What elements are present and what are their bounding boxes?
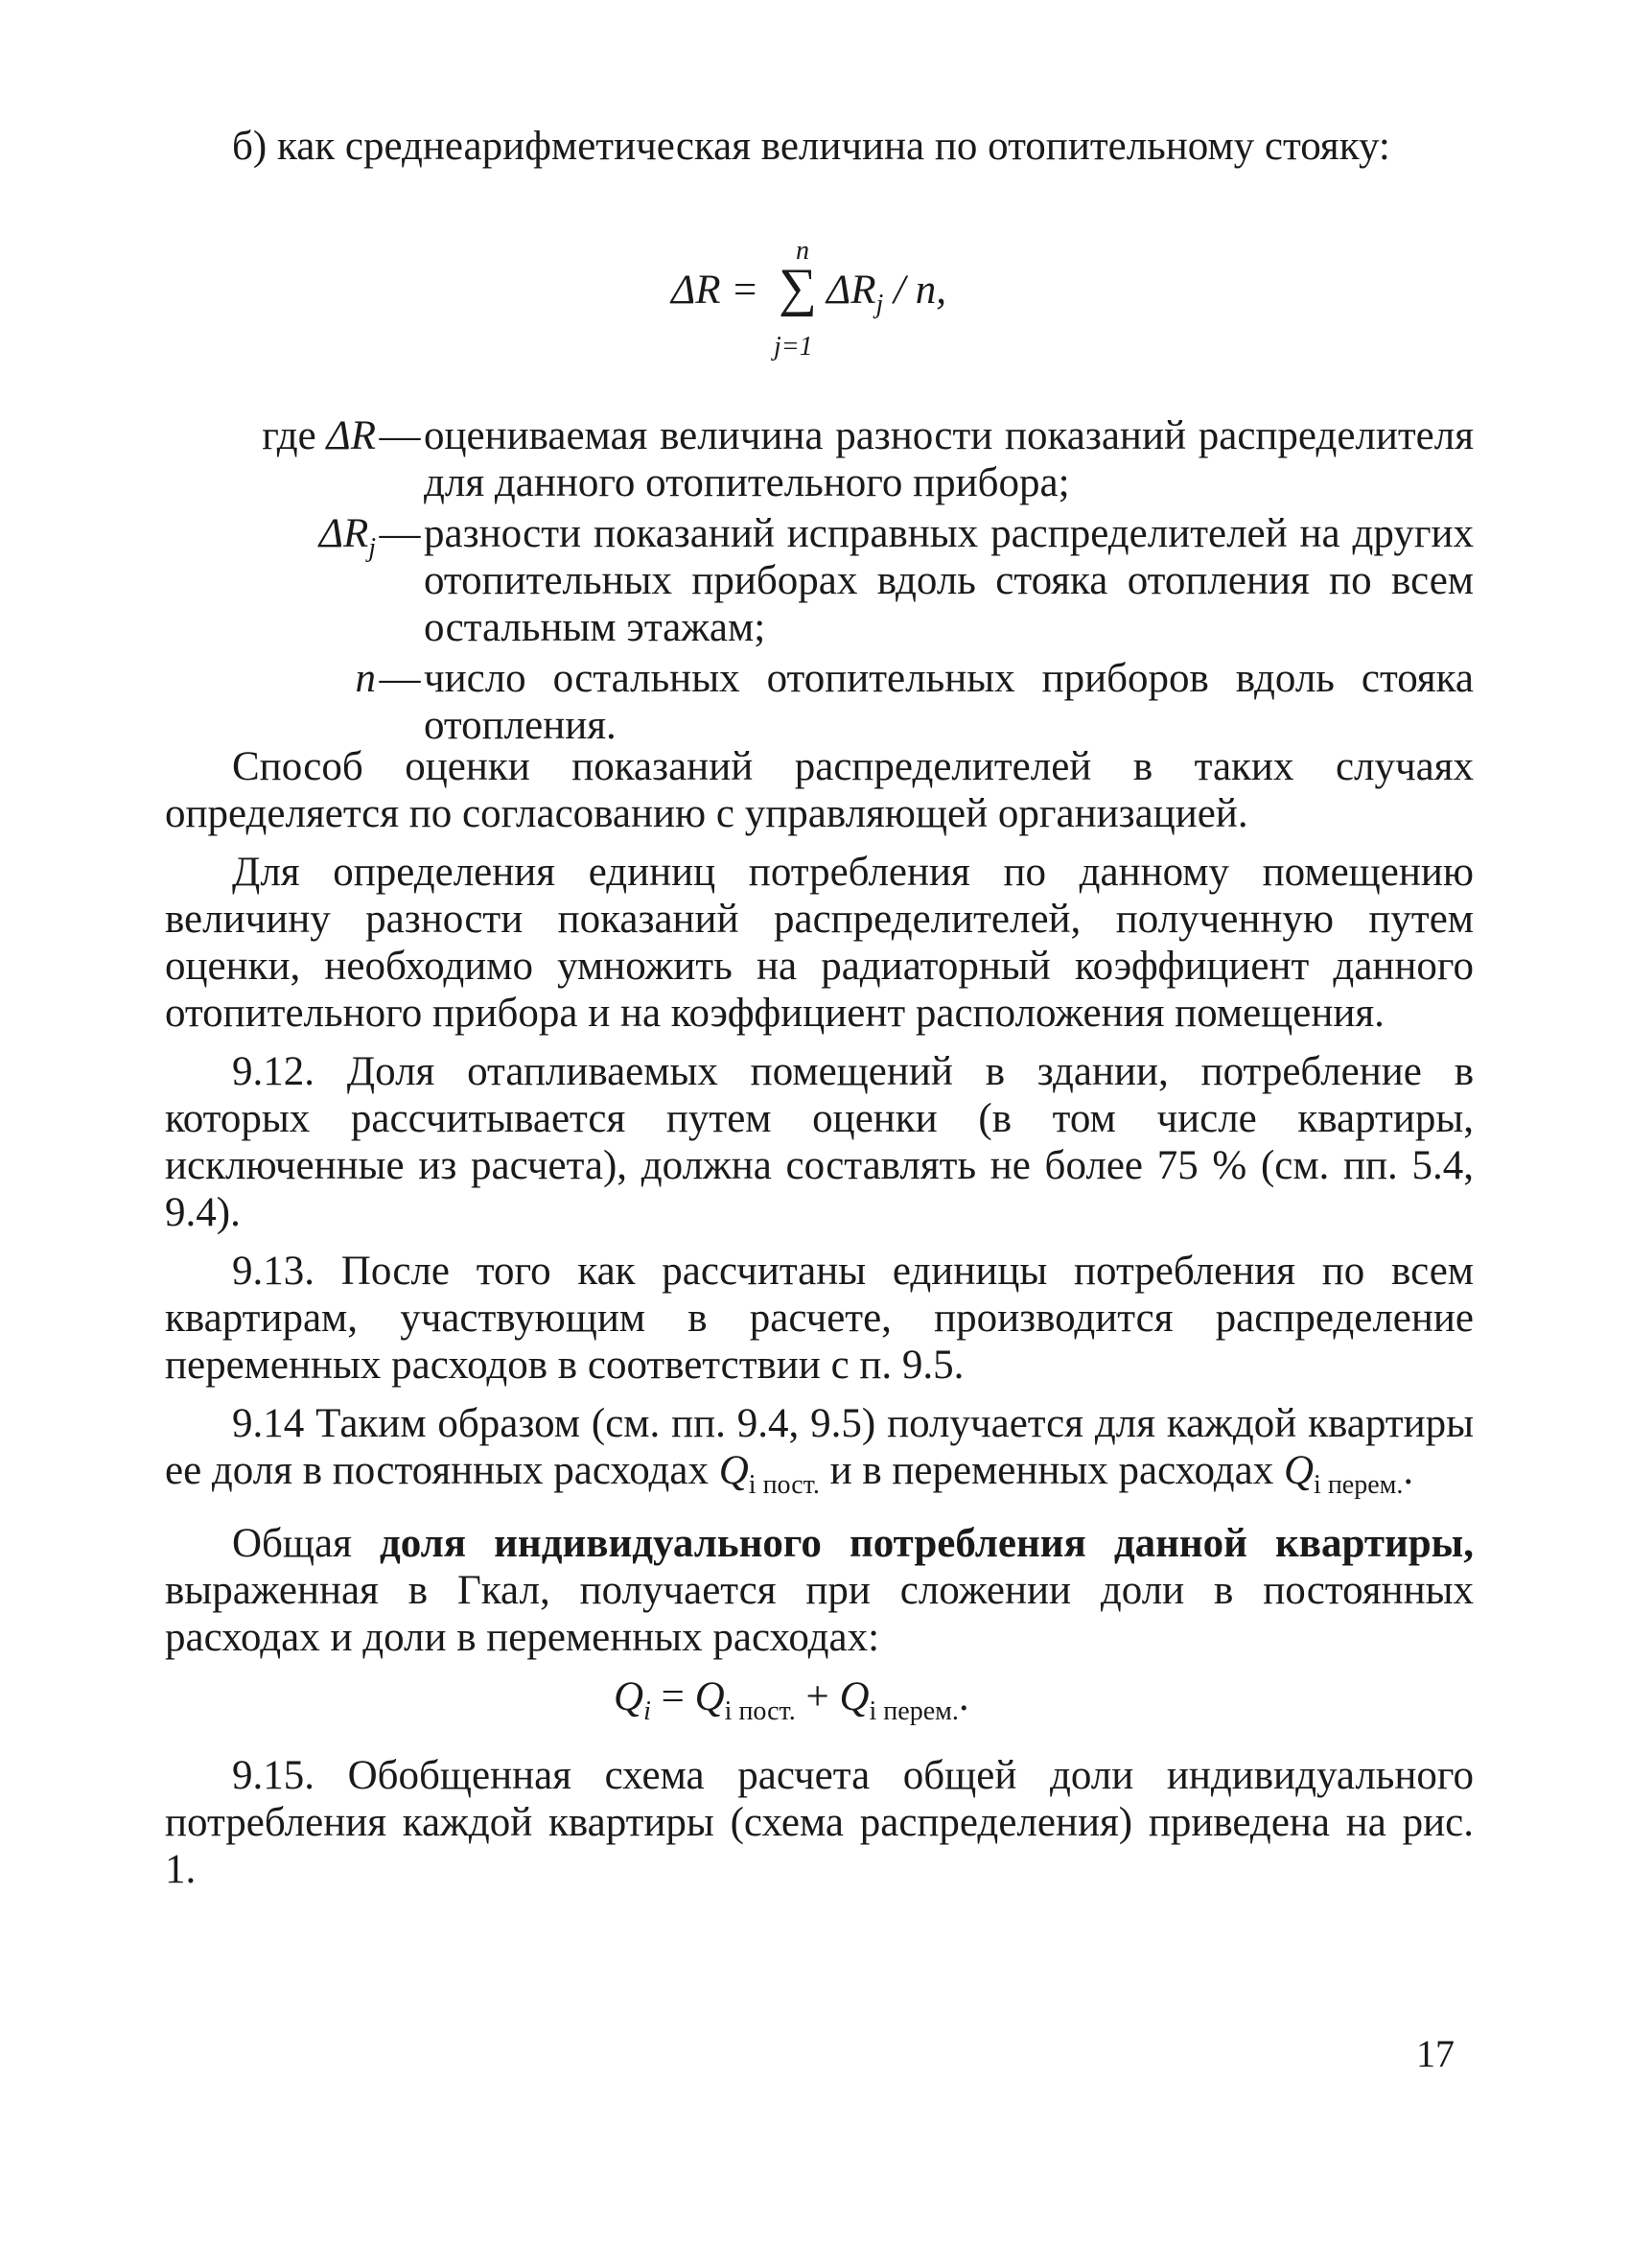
definition-dash: — — [379, 656, 421, 701]
bold-term: доля индивидуального потребления данной квартиры, — [380, 1521, 1474, 1566]
formula1-rest: / n, — [894, 268, 946, 313]
definition-symbol: ΔR — [326, 413, 376, 458]
formula1-upper-limit: n — [796, 236, 809, 266]
definition-text: разности показаний исправных распределителей на других отопительных приборах вдоль стояка отопления по всем остальным этажам; — [424, 511, 1474, 650]
intro-paragraph — [165, 123, 1474, 170]
definition-symbol: n — [355, 656, 376, 701]
formula1-lhs: ΔR = — [671, 268, 759, 313]
page-number: 17 — [1416, 2032, 1455, 2075]
definition-item — [165, 510, 1474, 651]
paragraph-share: Общая доля индивидуального потребления данной квартиры, выраженная в Гкал, получается при сложении доли в постоянных расходах и доли в переменных расходах: — [165, 1521, 1474, 1660]
formula-q-sum: $Q_i = Q_{i пост.} + Q_{i перем.}$. — [614, 1674, 969, 1726]
formula1-lower-limit: j=1 — [774, 332, 813, 362]
paragraph-9-15: 9.15. Обобщенная схема расчета общей доли индивидуального потребления каждой квартиры (схема распределения) приведена на рис. 1. — [165, 1753, 1474, 1892]
paragraph-9-12: 9.12. Доля отапливаемых помещений в здании, потребление в которых рассчитывается путем оценки (в том числе квартиры, исключенные из расчета), должна составлять не более 75 % (см. пп. 5.4, 9.4). — [165, 1049, 1474, 1235]
definition-dash: — — [379, 511, 421, 556]
body-text — [165, 743, 1474, 1661]
definitions-list — [165, 412, 1474, 749]
paragraph-9-13: 9.13. После того как рассчитаны единицы потребления по всем квартирам, участвующим в расчете, производится распределение переменных расходов в соответствии с п. 9.5. — [165, 1249, 1474, 1388]
definition-symbol: ΔR — [318, 511, 369, 556]
paragraph-method: Способ оценки показаний распределителей в таких случаях определяется по согласованию с управляющей организацией. — [165, 744, 1474, 836]
definition-dash: — — [379, 413, 421, 458]
definition-text: число остальных отопительных приборов вдоль стояка отопления. — [424, 656, 1474, 748]
intro-text: б) как среднеарифметическая величина по отопительному стояку: — [232, 124, 1390, 169]
formula1-sigma: ∑ — [779, 258, 817, 317]
definition-lead: где — [262, 413, 327, 458]
definition-symbol-sub: j — [368, 533, 376, 563]
paragraph-units: Для определения единиц потребления по данному помещению величину разности показаний распределителей, полученную путем оценки, необходимо умножить на радиаторный коэффициент данного отопительного прибора и на коэффициент расположения помещения. — [165, 850, 1474, 1036]
definition-item — [165, 412, 1474, 506]
definition-item — [165, 655, 1474, 749]
paragraph-9-14: 9.14 Таким образом (см. пп. 9.4, 9.5) получается для каждой квартиры ее доля в постоянных расходах $Q_{i пост.}$ и в переменных расходах $Q_{i перем.}$. — [165, 1401, 1474, 1500]
formula1-term: ΔR — [827, 268, 876, 313]
body-text-end — [165, 1752, 1474, 1893]
formula1-term-sub: j — [875, 290, 884, 319]
definition-text: оцениваемая величина разности показаний распределителя для данного отопительного прибора; — [424, 413, 1474, 505]
